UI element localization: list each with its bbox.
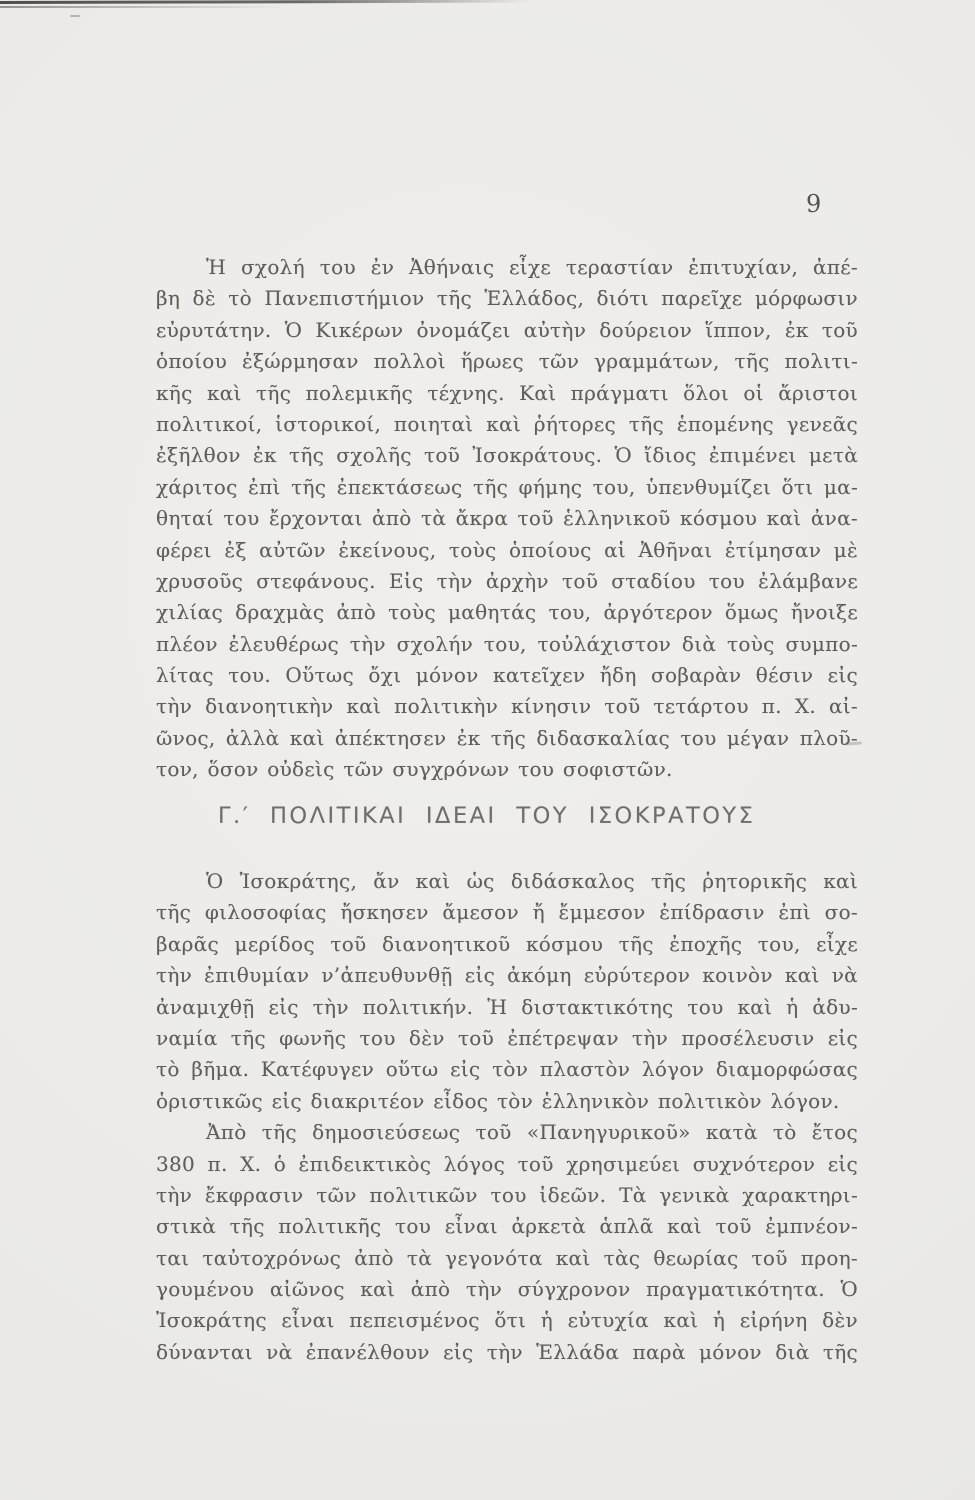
text-line: τον, ὅσον οὐδεὶς τῶν συγχρόνων του σοφιστῶν. [156, 757, 673, 782]
text-line: Ὁ Ἰσοκράτης, ἄν καὶ ὡς διδάσκαλος τῆς ῥητορικῆς καὶ [206, 869, 858, 893]
text-line: ἐξῆλθον ἐκ τῆς σχολῆς τοῦ Ἰσοκράτους. Ὁ ἴδιος ἐπιμένει μετὰ [156, 443, 858, 468]
text-line: κῆς καὶ τῆς πολεμικῆς τέχνης. Καὶ πράγματι ὅλοι οἱ ἄριστοι [156, 380, 858, 405]
text-line: Ἡ σχολή του ἐν Ἀθήναις εἶχε τεραστίαν ἐπιτυχίαν, ἀπέ- [206, 255, 858, 279]
text-line: τὴν ἐπιθυμίαν ν’ἀπευθυνθῇ εἰς ἀκόμη εὐρύτερον κοινὸν καὶ νὰ [156, 963, 858, 988]
text-line: 380 π. Χ. ὁ ἐπιδεικτικὸς λόγος τοῦ χρησιμεύει συχνότερον εἰς [156, 1151, 858, 1176]
text-line: Ἀπὸ τῆς δημοσιεύσεως τοῦ «Πανηγυρικοῦ» κατὰ τὸ ἔτος [206, 1120, 858, 1145]
text-line: χρυσοῦς στεφάνους. Εἰς τὴν ἀρχὴν τοῦ σταδίου του ἐλάμβανε [156, 568, 858, 593]
text-line: γουμένου αἰῶνος καὶ ἀπὸ τὴν σύγχρονον πραγματικότητα. Ὁ [156, 1277, 858, 1302]
text-line: ναμία τῆς φωνῆς του δὲν τοῦ ἐπέτρεψαν τὴν προσέλευσιν εἰς [156, 1025, 858, 1050]
text-line: τὸ βῆμα. Κατέφυγεν οὕτω εἰς τὸν πλαστὸν λόγον διαμορφώσας [156, 1057, 858, 1082]
text-line: θηταί του ἔρχονται ἀπὸ τὰ ἄκρα τοῦ ἑλληνικοῦ κόσμου καὶ ἀνα- [156, 506, 858, 531]
paragraph-panegyricus [156, 1117, 858, 1368]
text-line: φέρει ἐξ αὐτῶν ἐκείνους, τοὺς ὁποίους αἱ Ἀθῆναι ἐτίμησαν μὲ [156, 537, 858, 562]
text-line: εὐρυτάτην. Ὁ Κικέρων ὀνομάζει αὐτὴν δούρειον ἵππον, ἐκ τοῦ [156, 317, 858, 342]
text-line: λίτας του. Οὕτως ὄχι μόνον κατεῖχεν ἤδη σοβαρὰν θέσιν εἰς [156, 663, 858, 688]
text-line: στικὰ τῆς πολιτικῆς του εἶναι ἀρκετὰ ἁπλᾶ καὶ τοῦ ἐμπνέον- [156, 1214, 858, 1239]
scan-top-edge-artifact [0, 0, 548, 4]
text-line: χιλίας δραχμὰς ἀπὸ τοὺς μαθητάς του, ἀργότερον ὅμως ἤνοιξε [156, 600, 858, 625]
paragraph-isocrates-teacher [156, 866, 858, 1117]
text-line: ἀναμιχθῇ εἰς τὴν πολιτικήν. Ἡ διστακτικότης του καὶ ἡ ἀδυ- [156, 994, 858, 1019]
text-line: ὁριστικῶς εἰς διακριτέον εἶδος τὸν ἑλληνικὸν πολιτικὸν λόγον. [156, 1088, 840, 1113]
text-line: βη δὲ τὸ Πανεπιστήμιον τῆς Ἑλλάδος, διότι παρεῖχε μόρφωσιν [156, 286, 858, 311]
section-body [156, 866, 858, 1368]
text-line: ῶνος, ἀλλὰ καὶ ἀπέκτησεν ἐκ τῆς διδασκαλίας του μέγαν πλοῦ- [156, 725, 858, 750]
paragraph-school-success [156, 252, 858, 786]
ink-smudge-top-left [70, 15, 80, 17]
scan-top-edge-artifact-secondary [0, 6, 310, 8]
text-line: τὴν ἔκφρασιν τῶν πολιτικῶν του ἰδεῶν. Τὰ γενικὰ χαρακτηρι- [156, 1182, 858, 1207]
text-line: βαρᾶς μερίδος τοῦ διανοητικοῦ κόσμου τῆς ἐποχῆς του, εἶχε [156, 931, 858, 956]
text-line: πλέον ἐλευθέρως τὴν σχολήν του, τοὐλάχιστον διὰ τοὺς συμπο- [156, 631, 858, 656]
text-line: πολιτικοί, ἱστορικοί, ποιηταὶ καὶ ῥήτορες τῆς ἑπομένης γενεᾶς [156, 411, 858, 436]
text-line: χάριτος ἐπὶ τῆς ἐπεκτάσεως τῆς φήμης του, ὑπενθυμίζει ὅτι μα- [156, 474, 858, 499]
page-number: 9 [806, 190, 823, 218]
text-line: τὴν διανοητικὴν καὶ πολιτικὴν κίνησιν τοῦ τετάρτου π. Χ. αἰ- [156, 694, 858, 719]
text-line: ὁποίου ἐξώρμησαν πολλοὶ ἥρωες τῶν γραμμάτων, τῆς πολιτι- [156, 349, 858, 374]
section-heading-political-ideas: Γ.′ ΠΟΛΙΤΙΚΑΙ ΙΔΕΑΙ ΤΟΥ ΙΣΟΚΡΑΤΟΥΣ [218, 803, 756, 829]
text-line: ται ταὐτοχρόνως ἀπὸ τὰ γεγονότα καὶ τὰς θεωρίας τοῦ προη- [156, 1245, 858, 1270]
text-line: Ἰσοκράτης εἶναι πεπεισμένος ὅτι ἡ εὐτυχία καὶ ἡ εἰρήνη δὲν [156, 1308, 858, 1333]
text-line: δύνανται νὰ ἐπανέλθουν εἰς τὴν Ἑλλάδα παρὰ μόνον διὰ τῆς [156, 1339, 858, 1364]
text-line: τῆς φιλοσοφίας ἤσκησεν ἄμεσον ἤ ἔμμεσον ἐπίδρασιν ἐπὶ σο- [156, 900, 858, 925]
